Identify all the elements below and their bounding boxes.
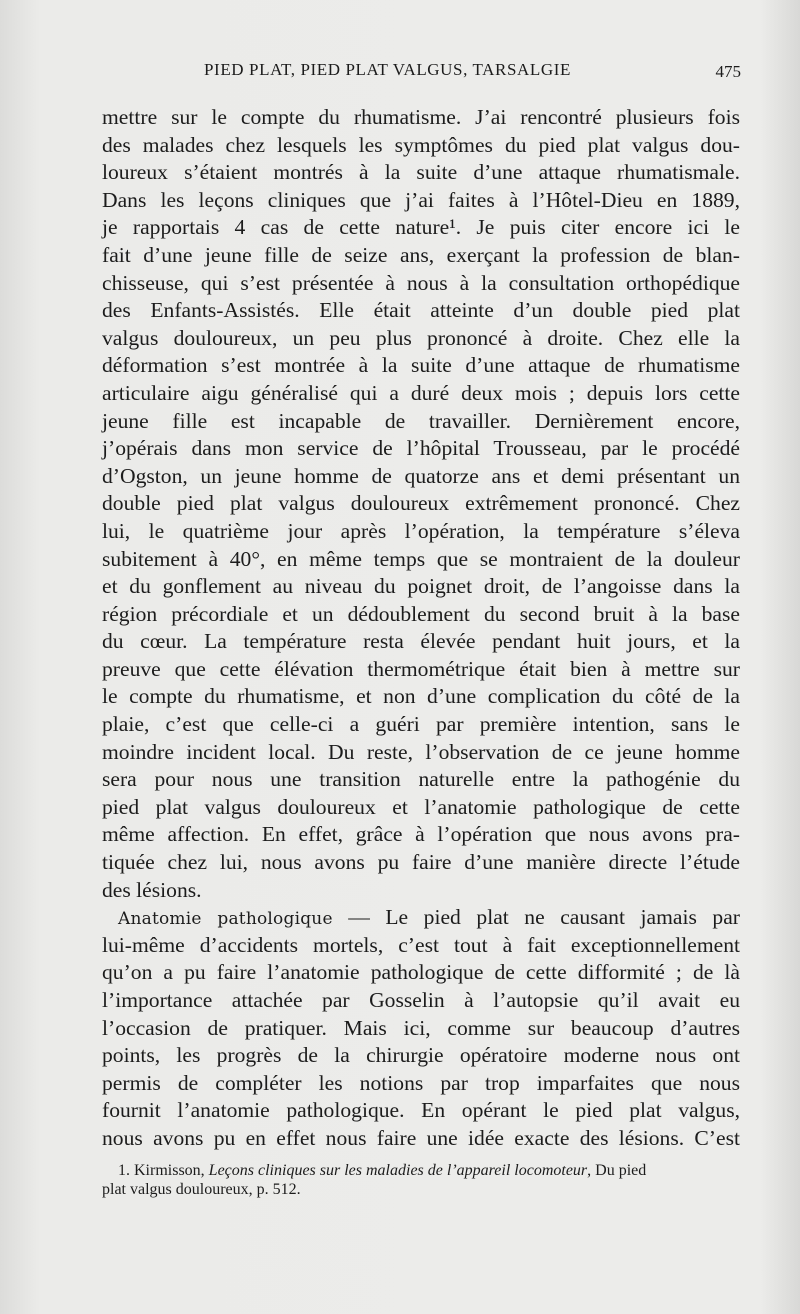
text-line: Dans les leçons cliniques que j’ai faites à l’Hôtel-Dieu en 1889, (102, 187, 740, 212)
text-line: moindre incident local. Du reste, l’observation de ce jeune homme (102, 739, 740, 764)
text-line: pied plat valgus douloureux et l’anatomie pathologique de cette (102, 794, 740, 819)
text-line: lui-même d’accidents mortels, c’est tout à fait exceptionnellement (102, 932, 740, 957)
text-line: du cœur. La température resta élevée pendant huit jours, et la (102, 629, 740, 654)
running-title: PIED PLAT, PIED PLAT VALGUS, TARSALGIE (204, 60, 571, 79)
text-line: des Enfants-Assistés. Elle était atteinte d’un double pied plat (102, 298, 740, 323)
text-line: des malades chez lesquels les symptômes du pied plat valgus dou- (102, 132, 740, 157)
text-line: même affection. En effet, grâce à l’opération que nous avons pra- (102, 822, 740, 847)
footnote-prefix: 1. Kirmisson, (118, 1162, 209, 1179)
section-first-line-text: — Le pied plat ne causant jamais par (332, 905, 740, 930)
text-line: l’importance attachée par Gosselin à l’autopsie qu’il avait eu (102, 988, 740, 1012)
text-line: fait d’une jeune fille de seize ans, exerçant la profession de blan- (102, 242, 740, 267)
text-line: loureux s’étaient montrés à la suite d’une attaque rhumatismale. (102, 160, 740, 185)
text-line: tiquée chez lui, nous avons pu faire d’une manière directe l’étude (102, 850, 740, 875)
text-line: et du gonflement au niveau du poignet droit, de l’angoisse dans la (102, 574, 740, 599)
text-line: des lésions. (102, 877, 202, 902)
page-number: 475 (715, 62, 741, 81)
footnote (102, 1161, 742, 1199)
text-line: plaie, c’est que celle-ci a guéri par première intention, sans le (102, 712, 740, 737)
running-header (104, 60, 741, 90)
text-line: double pied plat valgus douloureux extrêmement prononcé. Chez (102, 491, 740, 516)
text-line: d’Ogston, un jeune homme de quatorze ans et demi présentant un (102, 463, 740, 488)
text-line: subitement à 40°, en même temps que se montraient de la douleur (102, 546, 740, 571)
section-heading: Anatomie pathologique (118, 909, 333, 930)
text-line: nous avons pu en effet nous faire une idée exacte des lésions. C’est (102, 1125, 740, 1150)
text-line: preuve que cette élévation thermométrique était bien à mettre sur (102, 656, 740, 681)
text-line: points, les progrès de la chirurgie opératoire moderne nous ont (102, 1043, 740, 1068)
text-line: valgus douloureux, un peu plus prononcé à droite. Chez elle la (102, 325, 740, 350)
body-text (102, 104, 740, 1153)
text-line: déformation s’est montrée à la suite d’une attaque de rhumatisme (102, 353, 740, 378)
text-line: j’opérais dans mon service de l’hôpital Trousseau, par le procédé (102, 436, 740, 461)
text-line: l’occasion de pratiquer. Mais ici, comme sur beaucoup d’autres (102, 1015, 740, 1040)
text-line: région précordiale et un dédoublement du second bruit à la base (102, 601, 740, 626)
text-line: permis de compléter les notions par trop imparfaites que nous (102, 1070, 740, 1095)
footnote-book-title: Leçons cliniques sur les maladies de l’appareil locomoteur (208, 1162, 588, 1179)
text-line: chisseuse, qui s’est présentée à nous à la consultation orthopédique (102, 270, 740, 295)
text-line: jeune fille est incapable de travailler. Dernièrement encore, (102, 408, 740, 433)
text-line: fournit l’anatomie pathologique. En opérant le pied plat valgus, (102, 1098, 740, 1123)
text-line: articulaire aigu généralisé qui a duré deux mois ; depuis lors cette (102, 380, 740, 405)
text-line: lui, le quatrième jour après l’opération, la température s’éleva (102, 518, 740, 543)
footnote-line: plat valgus douloureux, p. 512. (102, 1181, 301, 1198)
footnote-line (102, 1161, 742, 1180)
text-line: mettre sur le compte du rhumatisme. J’ai rencontré plusieurs fois (102, 105, 740, 129)
text-line: le compte du rhumatisme, et non d’une complication du côté de la (102, 684, 740, 709)
section-first-line (102, 904, 740, 932)
text-line: sera pour nous une transition naturelle entre la pathogénie du (102, 767, 740, 792)
text-line: je rapportais 4 cas de cette nature¹. Je puis citer encore ici le (102, 215, 740, 240)
footnote-suffix: , Du pied (587, 1162, 647, 1179)
text-line: qu’on a pu faire l’anatomie pathologique de cette difformité ; de là (102, 960, 740, 985)
